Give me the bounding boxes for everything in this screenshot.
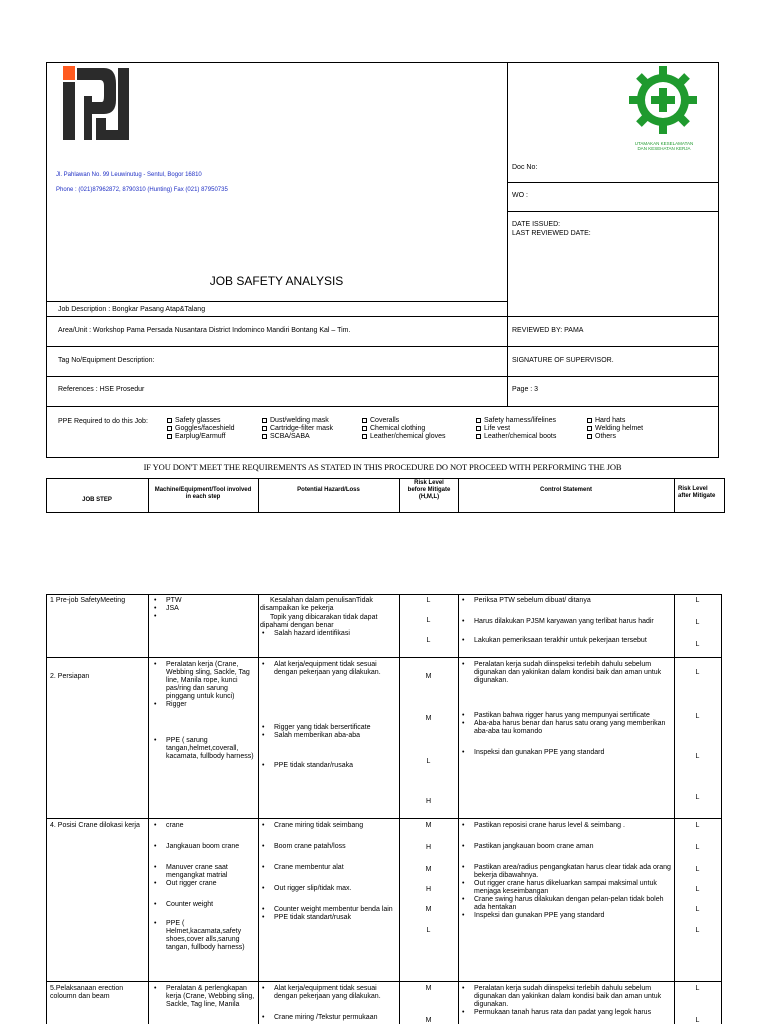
- area-unit: Area/Unit : Workshop Pama Persada Nusantara District Indominco Mandiri Bontang Kal – Tim.: [58, 327, 351, 334]
- ppe-checkbox[interactable]: Welding helmet: [587, 425, 687, 433]
- col-machine: Machine/Equipment/Tool involved in each step: [154, 487, 252, 500]
- hazard-cell: • Alat kerja/equipment tidak sesuai dengan pekerjaan yang dilakukan. • Crane miring /Tekstur permukaan: [260, 985, 397, 1022]
- ppe-checkbox[interactable]: Cartridge-filter mask: [262, 425, 362, 433]
- ppe-checkbox[interactable]: SCBA/SABA: [262, 433, 362, 441]
- last-reviewed-label: LAST REVIEWED DATE:: [512, 230, 591, 237]
- header-divider: [507, 62, 508, 406]
- risk-after-cell: L L L L L L: [695, 822, 700, 934]
- ppe-checkbox[interactable]: Safety harness/lifelines: [476, 417, 586, 425]
- risk-after-cell: L L L: [695, 597, 700, 648]
- job-step-cell: 2. Persiapan: [50, 673, 90, 680]
- hazard-cell: • Alat kerja/equipment tidak sesuai dengan pekerjaan yang dilakukan. • Rigger yang tidak bersertificate • Salah memberikan aba-aba • PPE tidak standar/rusaka: [260, 661, 397, 770]
- ppe-checkbox[interactable]: Safety glasses: [167, 417, 262, 425]
- ppe-group-4: [476, 417, 586, 441]
- ppe-group-3: [362, 417, 474, 441]
- job-step-cell: 4. Posisi Crane dilokasi kerja: [50, 822, 140, 829]
- control-cell: • Peralatan kerja sudah diinspeksi terlebih dahulu sebelum digunakan dan yakinkan dalam kondisi baik dan aman untuk digunakan. • Permukaan tanah harus rata dan padat yang legok harus: [460, 985, 672, 1017]
- col-hazard: Potential Hazard/Loss: [297, 487, 360, 493]
- doc-no-label: Doc No:: [512, 164, 538, 171]
- company-logo: [60, 66, 134, 144]
- machine-cell: • Peralatan kerja (Crane, Webbing sling, Sackle, Tag line, Manila rope, kunci pas/ring dan sarung pinggang untuk kunci) • Rigger • PPE ( sarung tangan,helmet,coverall, kacamata, fullbody harness): [152, 661, 256, 761]
- risk-before-cell: M H M H M L: [425, 822, 432, 934]
- col-job-step: JOB STEP: [82, 497, 112, 503]
- signature-supervisor: SIGNATURE OF SUPERVISOR.: [512, 357, 614, 364]
- risk-before-cell: L L L: [426, 597, 431, 644]
- ppe-group-1: [167, 417, 262, 441]
- ppe-group-5: [587, 417, 687, 441]
- hazard-cell: Kesalahan dalam penulisanTidak disampaikan ke pekerja Topik yang dibicarakan tidak dapat dipahami dengan benar • Salah hazard identifikasi: [260, 597, 397, 638]
- ppe-checkbox[interactable]: Leather/chemical gloves: [362, 433, 474, 441]
- ppe-checkbox[interactable]: Leather/chemical boots: [476, 433, 586, 441]
- document-title: JOB SAFETY ANALYSIS: [209, 274, 344, 288]
- page-number: Page : 3: [512, 386, 539, 393]
- k3-safety-gear-icon: [624, 66, 702, 138]
- machine-cell: • Peralatan & perlengkapan kerja (Crane, Webbing sling, Sackle, Tag line, Manila: [152, 985, 256, 1009]
- control-cell: • Pastikan reposisi crane harus level & seimbang . • Pastikan jangkauan boom crane aman • Pastikan area/radius pengangkatan harus clear tidak ada orang bekerja dibawahnya. • Out rigger crane harus dikeluarkan sampai maksimal untuk menjaga keseimbangan • Crane swing harus dilakukan dengan pelan-pelan tidak boleh ada hentakan • Inspeksi dan gunakan PPE yang standard: [460, 822, 672, 920]
- risk-after-cell: L L: [695, 985, 700, 1024]
- job-step-cell: 1 Pre-job SafetyMeeting: [50, 597, 126, 604]
- ppe-checkbox[interactable]: Goggles/faceshield: [167, 425, 262, 433]
- ppe-checkbox[interactable]: Hard hats: [587, 417, 687, 425]
- references: References : HSE Prosedur: [58, 386, 145, 393]
- ppe-checkbox[interactable]: Dust/welding mask: [262, 417, 362, 425]
- reviewed-by: REVIEWED BY: PAMA: [512, 327, 584, 334]
- tag-no: Tag No/Equipment Description:: [58, 357, 155, 364]
- header-frame: [46, 62, 719, 458]
- ppe-label: PPE Required to do this Job:: [58, 418, 148, 425]
- control-cell: • Peralatan kerja sudah diinspeksi terlebih dahulu sebelum digunakan dan yakinkan dalam kondisi baik dan aman untuk digunakan. • Pastikan bahwa rigger harus yang mempunyai sertificate • Aba-aba harus benar dan harus satu orang yang memberikan aba-aba tau komando • Inspeksi dan gunakan PPE yang standard: [460, 661, 672, 757]
- hazard-cell: • Crane miring tidak seimbang • Boom crane patah/loss • Crane membentur alat • Out rigger slip/tidak max. • Counter weight membentur benda lain • PPE tidak standart/rusak: [260, 822, 397, 922]
- company-phone: Phone : (021)87962872, 8790310 (Hunting) Fax (021) 87950735: [56, 187, 228, 193]
- col-risk-before: Risk Level before Mitigate (H,M,L): [407, 480, 451, 500]
- warning-text: IF YOU DON'T MEET THE REQUIREMENTS AS STATED IN THIS PROCEDURE DO NOT PROCEED WITH PERFORMING THE JOB: [143, 462, 622, 472]
- job-step-cell: 5.Pelaksanaan erection coloumn dan beam: [50, 985, 124, 1000]
- control-cell: • Periksa PTW sebelum dibuat/ ditanya • Harus dilakukan PJSM karyawan yang terlibat harus hadir • Lakukan pemeriksaan terakhir untuk pekerjaan tersebut: [460, 597, 672, 645]
- ppe-checkbox[interactable]: Life vest: [476, 425, 586, 433]
- date-issued-label: DATE ISSUED:: [512, 221, 561, 228]
- risk-before-cell: M M L H: [425, 673, 432, 805]
- ppe-checkbox[interactable]: Chemical clothing: [362, 425, 474, 433]
- ppe-checkbox[interactable]: Coveralls: [362, 417, 474, 425]
- risk-before-cell: M M: [425, 985, 432, 1024]
- job-description: Job Description : Bongkar Pasang Atap&Talang: [58, 306, 206, 313]
- wo-label: WO :: [512, 192, 528, 199]
- machine-cell: • PTW • JSA: [152, 597, 256, 613]
- col-control: Control Statement: [539, 487, 592, 493]
- ppe-group-2: [262, 417, 362, 441]
- machine-cell: • crane • Jangkauan boom crane • Manuver crane saat mengangkat matrial • Out rigger crane • Counter weight • PPE ( Helmet,kacamata,safety shoes,cover alls,sarung tangan, fullbody harness): [152, 822, 256, 952]
- company-address: Jl. Pahlawan No. 99 Leuwinutug - Sentul, Bogor 16810: [56, 172, 202, 178]
- ppe-checkbox[interactable]: Others: [587, 433, 687, 441]
- col-risk-after: Risk Level after Mitigate: [678, 486, 716, 499]
- ppe-checkbox[interactable]: Earplug/Earmuff: [167, 433, 262, 441]
- risk-after-cell: L L L L: [695, 669, 700, 801]
- k3-caption: UTAMAKAN KESELAMATAN DAN KESEHATAN KERJA: [634, 141, 694, 151]
